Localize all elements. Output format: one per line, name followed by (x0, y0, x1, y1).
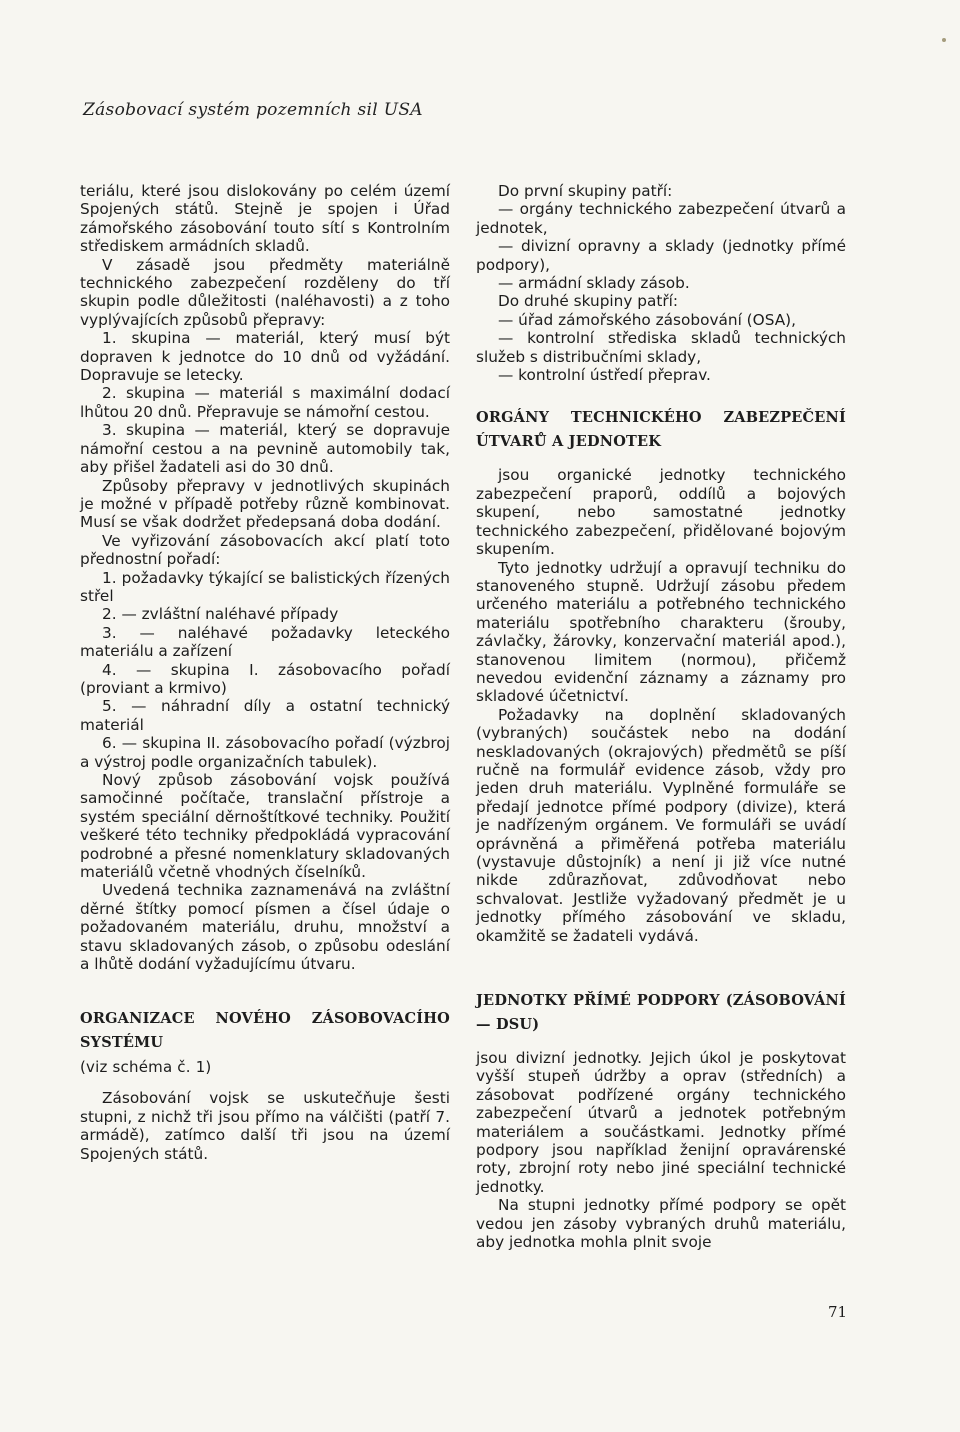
left-column (80, 182, 450, 1163)
running-header: Zásobovací systém pozemních sil USA (83, 100, 423, 120)
paragraph: Uvedená technika zaznamenává na zvláštní děrné štítky pomocí písmen a čísel údaje o požadovaném materiálu, druhu, množství a stavu skladovaných zásob, o způsobu odeslání a lhůtě dodání vyžadujícímu útvaru. (80, 881, 450, 974)
list-item: 3. — naléhavé požadavky leteckého materiálu a zařízení (80, 623, 450, 661)
section-heading-text: ORGANIZACE NOVÉHO ZÁSOBOVACÍHO SYSTÉMU (80, 1010, 450, 1052)
right-column (476, 182, 846, 1252)
paragraph: V zásadě jsou předměty materiálně technického zabezpečení rozděleny do tří skupin podle důležitosti (naléhavosti) a z toho vyplývajících způsobů přepravy: (80, 255, 450, 329)
paragraph: jsou divizní jednotky. Jejich úkol je poskytovat vyšší stupeň údržby a oprav (středních) a zásobovat podřízené orgány technického zabezpečení útvarů a jednotek potřebným materiálem a součástkami. Jednotky přímé podpory jsou například ženijní opravárenské roty, zbrojní roty nebo jiné speciální technické jednotky. (476, 1049, 846, 1196)
paragraph: Do druhé skupiny patří: (498, 292, 679, 311)
section-heading: ORGÁNY TECHNICKÉHO ZABEZPEČENÍ ÚTVARŮ A JEDNOTEK (476, 409, 846, 451)
section-heading: JEDNOTKY PŘÍMÉ PODPORY (ZÁSOBOVÁNÍ — DSU) (476, 992, 846, 1034)
list-item: 6. — skupina II. zásobovacího pořadí (výzbroj a výstroj podle organizačních tabulek). (80, 734, 450, 771)
list-item: — orgány technického zabezpečení útvarů a jednotek, (476, 200, 846, 237)
paragraph: Na stupni jednotky přímé podpory se opět vedou jen zásoby vybraných druhů materiálu, aby jednotka mohla plnit svoje (476, 1196, 846, 1252)
list-item: — kontrolní ústředí přeprav. (498, 366, 711, 385)
paragraph: Ve vyřizování zásobovacích akcí platí toto přednostní pořadí: (80, 531, 450, 569)
list-item: 1. požadavky týkající se balistických řízených střel (80, 568, 450, 605)
paragraph: Do první skupiny patří: (498, 182, 673, 200)
section-subheading: (viz schéma č. 1) (80, 1058, 212, 1077)
paragraph: Tyto jednotky udržují a opravují techniku do stanoveného stupně. Udržují zásobu předem určeného materiálu a potřebného technického materiálu spotřebního charakteru (šrouby, závlačky, žárovky, konzervační materiál apod.), stanovenou limitem (normou), přičemž nevedou evidenční záznamy a záznamy pro skladové účetnictví. (476, 558, 846, 706)
paragraph: Požadavky na doplnění skladovaných (vybraných) součástek nebo na dodání neskladovaných (okrajových) předmětů se píší ručně na formulář evidence zásob, vždy pro jeden druh materiálu. Vyplněné formuláře se předají jednotce přímé podpory (divize), která je nadřízeným orgánem. Ve formuláři se uvádí oprávněná a přiměřená potřeba materiálu (vystavuje důstojník) a není ji již více nutné nikde zdůrazňovat, zdůvodňovat nebo schvalovat. Jestliže vyžadovaný předmět je u jednotky přímého zásobování ve skladu, okamžitě se žadateli vydává. (476, 705, 846, 945)
page-number: 71 (828, 1303, 848, 1321)
list-item: 2. skupina — materiál s maximální dodací lhůtou 20 dnů. Přepravuje se námořní cestou. (80, 384, 450, 421)
list-item: — divizní opravny a sklady (jednotky přímé podpory), (476, 237, 846, 274)
paragraph: Způsoby přepravy v jednotlivých skupinách je možné v případě potřeby různě kombinovat. Musí se však dodržet předepsaná doba dodání. (80, 476, 450, 532)
list-item: — úřad zámořského zásobování (OSA), (498, 310, 796, 329)
section-heading (80, 1007, 450, 1079)
paragraph: jsou organické jednotky technického zabezpečení praporů, oddílů a bojových skupení, nebo samostatné jednotky technického zabezpečení, přidělované bojovým skupením. (476, 466, 846, 559)
list-item: 2. — zvláštní naléhavé případy (102, 605, 339, 624)
scan-speck (942, 38, 946, 42)
list-item: — kontrolní střediska skladů technických služeb s distribučními sklady, (476, 329, 846, 366)
list-item: 4. — skupina I. zásobovacího pořadí (proviant a krmivo) (80, 660, 450, 697)
list-item: 3. skupina — materiál, který se dopravuje námořní cestou a na pevnině automobily tak, aby přišel žadateli asi do 30 dnů. (80, 421, 450, 477)
list-item: — armádní sklady zásob. (498, 274, 690, 293)
list-item: 1. skupina — materiál, který musí být dopraven k jednotce do 10 dnů od vyžádání. Dopravuje se letecky. (80, 329, 450, 385)
paragraph: Zásobování vojsk se uskutečňuje šesti stupni, z nichž tři jsou přímo na válčišti (patří 7. armádě), zatímco další tři jsou na území Spojených států. (80, 1089, 450, 1163)
paragraph: Nový způsob zásobování vojsk používá samočinné počítače, translační přístroje a systém speciální děrnoštítkové techniky. Použití veškeré této techniky předpokládá vypracování podrobné a přesné nomenklatury skladovaných materiálů včetně vhodných číselníků. (80, 771, 450, 882)
paragraph: teriálu, které jsou dislokovány po celém území Spojených států. Stejně je spojen i Úřad zámořského zásobování touto sítí s Kontrolním střediskem armádních skladů. (80, 182, 450, 256)
list-item: 5. — náhradní díly a ostatní technický materiál (80, 697, 450, 734)
